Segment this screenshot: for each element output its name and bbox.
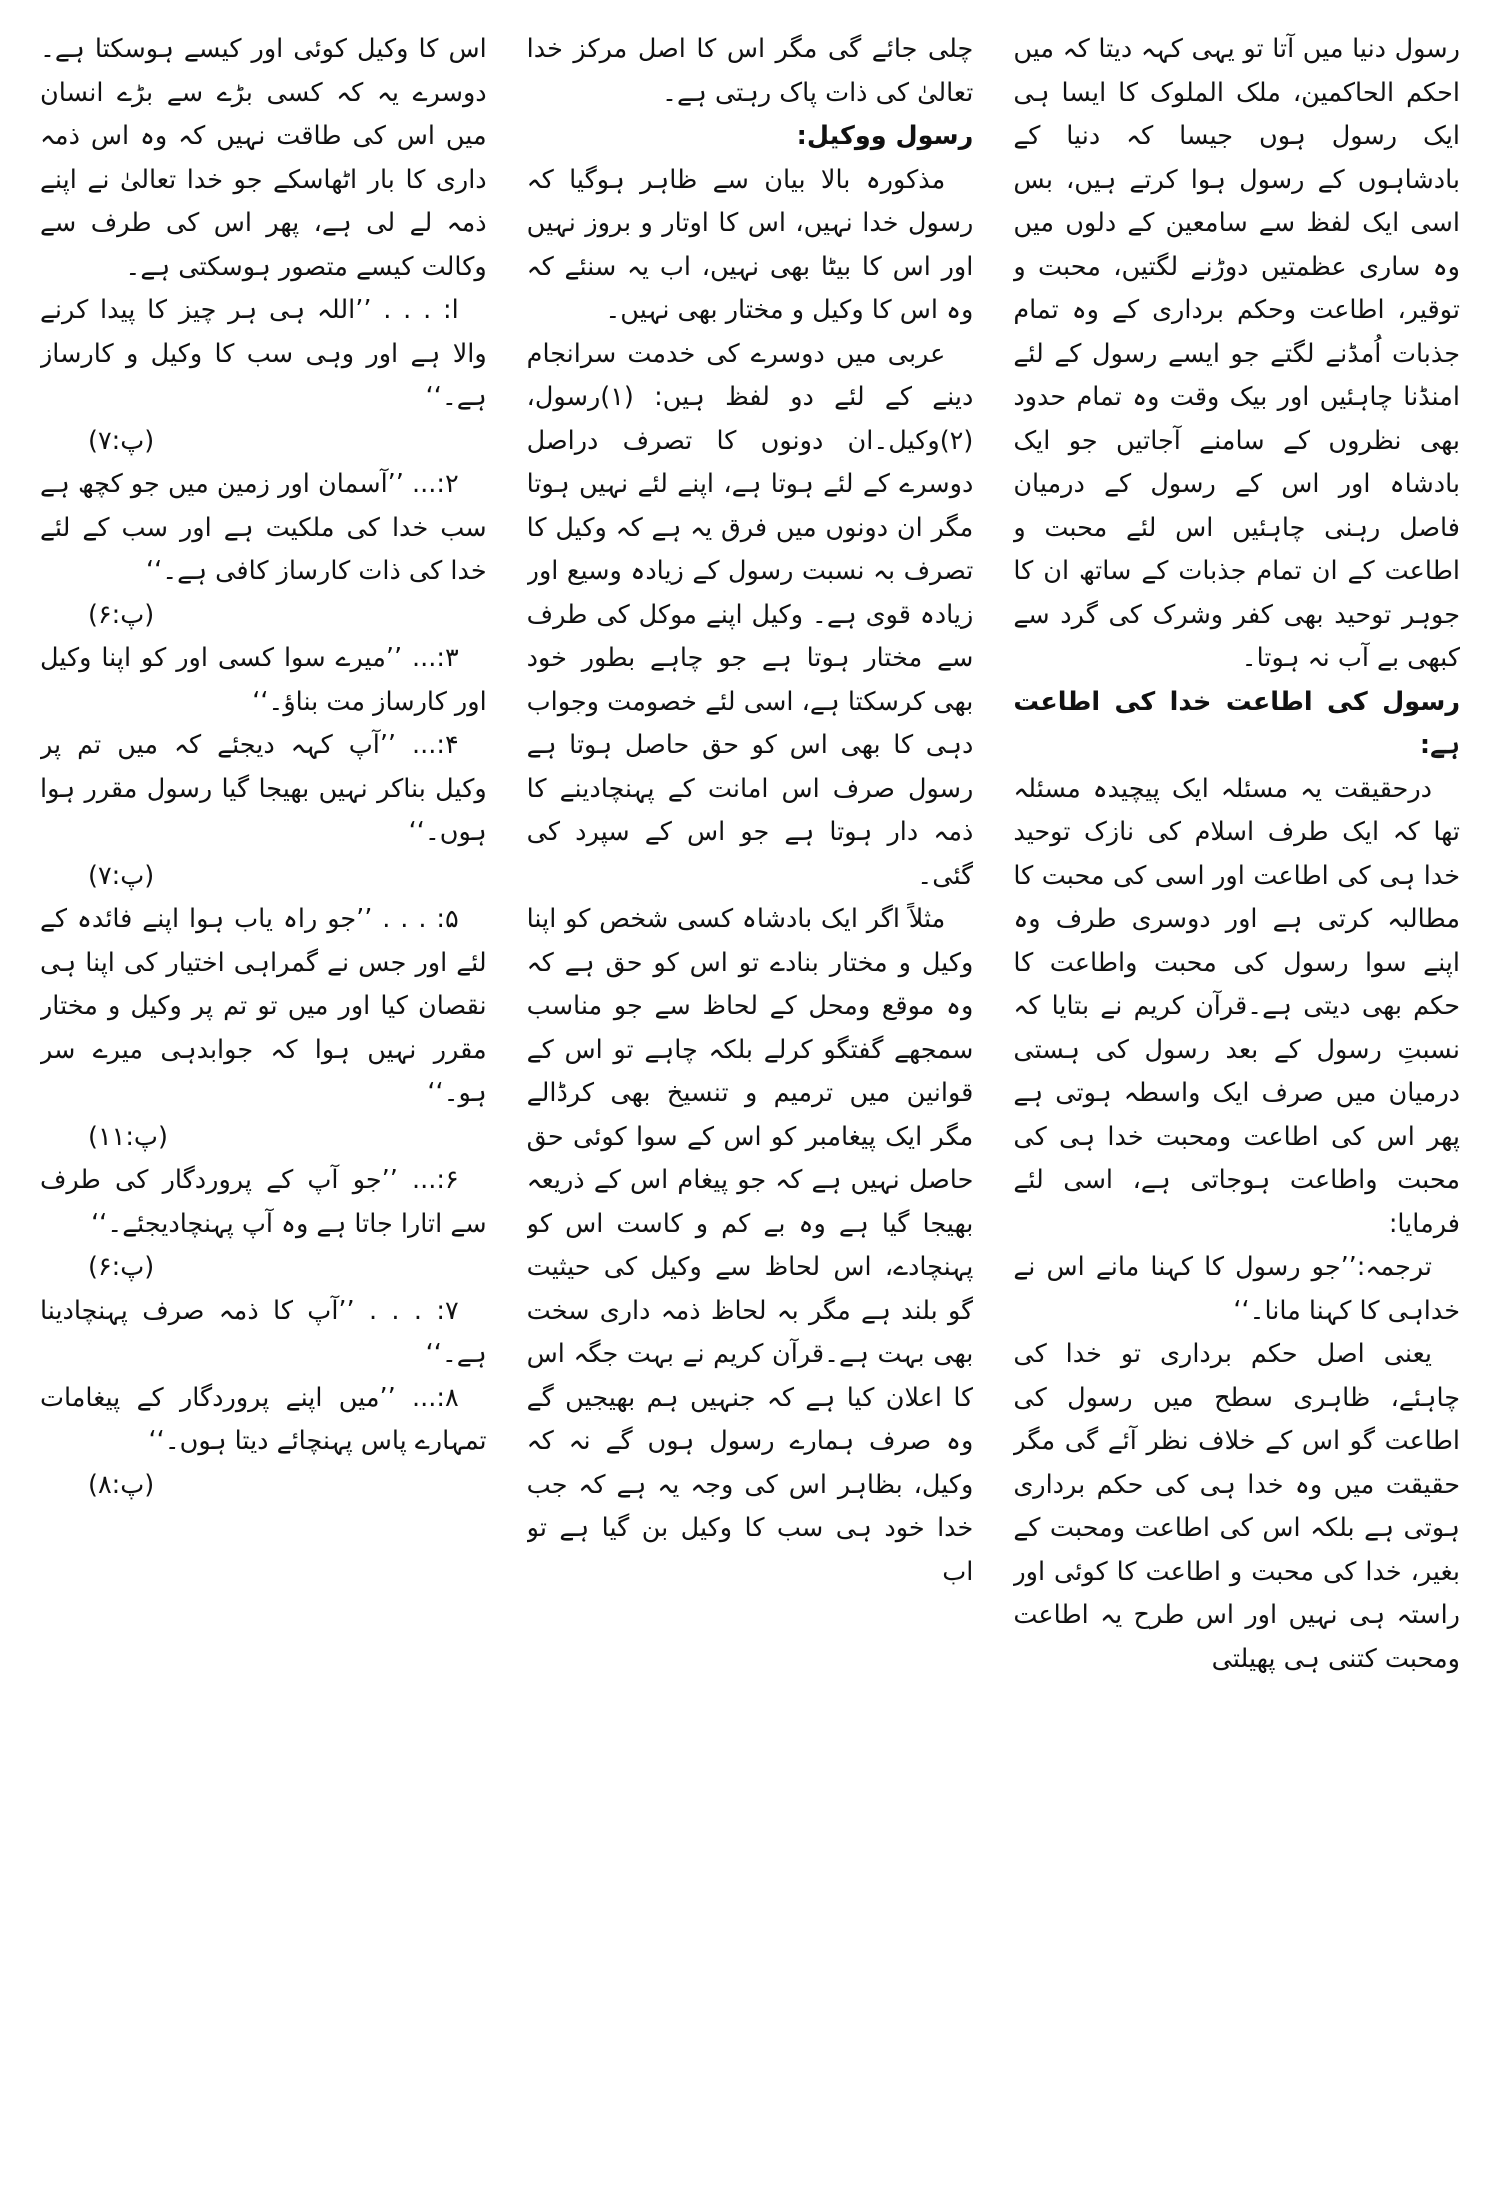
- paragraph: مثلاً اگر ایک بادشاہ کسی شخص کو اپنا وکیل و مختار بنادے تو اس کو حق ہے کہ وہ موقع ومحل کے لحاظ سے جو مناسب سمجھے گفتگو کرلے بلکہ چاہے تو اس کے قوانین میں ترمیم و تنسیخ بھی کرڈالے مگر ایک پیغامبر کو اس کے سوا کوئی حق حاصل نہیں ہے کہ جو پیغام اس کے ذریعہ بھیجا گیا ہے وہ بے کم و کاست اس کو پہنچادے، اس لحاظ سے وکیل کی حیثیت گو بلند ہے مگر بہ لحاظ ذمہ داری سخت بھی بہت ہے۔قرآن کریم نے بہت جگہ اس کا اعلان کیا ہے کہ جنہیں ہم بھیجیں گے وہ صرف ہمارے رسول ہوں گے نہ کہ وکیل، بظاہر اس کی وجہ یہ ہے کہ جب خدا خود ہی سب کا وکیل بن گیا ہے تو اب: [526, 904, 974, 1587]
- verse-text: ا: . . . ’’اللہ ہی ہر چیز کا پیدا کرنے والا ہے اور وہی سب کا وکیل و کارساز ہے۔‘‘: [39, 295, 487, 412]
- quran-verse-item: [40, 463, 487, 637]
- section-heading: رسول کی اطاعت خدا کی اطاعت ہے:: [1013, 686, 1460, 760]
- quran-verse-item: [40, 724, 487, 898]
- paragraph: رسول دنیا میں آتا تو یہی کہہ دیتا کہ میں احکم الحاکمین، ملک الملوک کا ایسا ہی ایک رسول ہوں جیسا کہ دنیا کے بادشاہوں کے رسول ہوا کرتے ہیں، بس اسی ایک لفظ سے سامعین کے دلوں میں وہ ساری عظمتیں دوڑنے لگتیں، محبت و توقیر، اطاعت وحکم برداری کے وہ تمام جذبات اُمڈنے لگتے جو ایسے رسول کے لئے امنڈنا چاہئیں اور بیک وقت وہ تمام حدود بھی نظروں کے سامنے آجاتیں جو ایک بادشاہ اور اس کے رسول کے درمیان فاصل رہنی چاہئیں اس لئے محبت و اطاعت کے ان تمام جذبات کے ساتھ ان کا جوہر توحید بھی کفر وشرک کی گرد سے کبھی بے آب نہ ہوتا۔: [1013, 34, 1460, 673]
- paragraph: چلی جائے گی مگر اس کا اصل مرکز خدا تعالیٰ کی ذات پاک رہتی ہے۔: [526, 34, 974, 108]
- paragraph: یعنی اصل حکم برداری تو خدا کی چاہئے، ظاہری سطح میں رسول کی اطاعت گو اس کے خلاف نظر آئے گی مگر حقیقت میں وہ خدا ہی کی حکم برداری ہوتی ہے بلکہ اس کی اطاعت ومحبت کے بغیر، خدا کی محبت و اطاعت کا کوئی اور راستہ ہی نہیں اور اس طرح یہ اطاعت ومحبت کتنی ہی پھیلتی: [1013, 1339, 1460, 1674]
- verse-reference: (پ:۷): [87, 860, 155, 891]
- verse-text: ۴:... ’’آپ کہہ دیجئے کہ میں تم پر وکیل بناکر نہیں بھیجا گیا رسول مقرر ہوا ہوں۔‘‘: [39, 730, 487, 847]
- paragraph: عربی میں دوسرے کی خدمت سرانجام دینے کے لئے دو لفظ ہیں: (۱)رسول، (۲)وکیل۔ان دونوں کا تصرف دراصل دوسرے کے لئے ہوتا ہے، اپنے لئے نہیں ہوتا مگر ان دونوں میں فرق یہ ہے کہ وکیل کا تصرف بہ نسبت رسول کے زیادہ وسیع اور زیادہ قوی ہے۔ وکیل اپنے موکل کی طرف سے مختار ہوتا ہے جو چاہے بطور خود بھی کرسکتا ہے، اسی لئے خصومت وجواب دہی کا بھی اس کو حق حاصل ہوتا ہے رسول صرف اس امانت کے پہنچادینے کا ذمہ دار ہوتا ہے جو اس کے سپرد کی گئی۔: [526, 338, 974, 891]
- quran-verse-item: [40, 898, 487, 1159]
- quran-verse-item: [40, 289, 487, 463]
- paragraph: مذکورہ بالا بیان سے ظاہر ہوگیا کہ رسول خدا نہیں، اس کا اوتار و بروز نہیں اور اس کا بیٹا بھی نہیں، اب یہ سنئے کہ وہ اس کا وکیل و مختار بھی نہیں۔: [526, 164, 974, 325]
- verse-reference: (پ:۷): [87, 425, 155, 456]
- quran-verse-item: [40, 637, 487, 724]
- verse-text: ۸:... ’’میں اپنے پروردگار کے پیغامات تمہارے پاس پہنچائے دیتا ہوں۔‘‘: [39, 1382, 487, 1456]
- page-columns: [40, 28, 1460, 2178]
- section-heading: رسول ووکیل:: [796, 121, 974, 151]
- verse-reference: (پ:۱۱): [87, 1121, 168, 1152]
- column-left: [40, 28, 487, 2178]
- verse-text: ۷: . . . ’’آپ کا ذمہ صرف پہنچادینا ہے۔‘‘: [39, 1295, 487, 1369]
- verse-reference: (پ:۸): [87, 1469, 155, 1500]
- paragraph: اس کا وکیل کوئی اور کیسے ہوسکتا ہے۔ دوسرے یہ کہ کسی بڑے سے بڑے انسان میں اس کی طاقت نہیں کہ وہ اس ذمہ داری کا بار اٹھاسکے جو خدا تعالیٰ نے اپنے ذمہ لے لی ہے، پھر اس کی طرف سے وکالت کیسے متصور ہوسکتی ہے۔: [39, 34, 487, 282]
- verse-text: ۵: . . . ’’جو راہ یاب ہوا اپنے فائدہ کے لئے اور جس نے گمراہی اختیار کی اپنا ہی نقصان کیا اور میں تو تم پر وکیل و مختار مقرر نہیں ہوا کہ جوابدہی میرے سر ہو۔‘‘: [39, 904, 487, 1108]
- quran-verse-item: [40, 1290, 487, 1377]
- verse-text: ۶:... ’’جو آپ کے پروردگار کی طرف سے اتارا جاتا ہے وہ آپ پہنچادیجئے۔‘‘: [39, 1165, 487, 1239]
- column-middle: [527, 28, 974, 2178]
- column-right: [1013, 28, 1460, 2178]
- verse-text: ۳:... ’’میرے سوا کسی اور کو اپنا وکیل اور کارساز مت بناؤ۔‘‘: [39, 643, 487, 717]
- verse-reference: (پ:۶): [87, 599, 155, 630]
- translation-quote: ترجمہ:’’جو رسول کا کہنا مانے اس نے خداہی کا کہنا مانا۔‘‘: [1013, 1252, 1460, 1326]
- verse-reference: (پ:۶): [87, 1252, 155, 1282]
- paragraph: درحقیقت یہ مسئلہ ایک پیچیدہ مسئلہ تھا کہ ایک طرف اسلام کی نازک توحید خدا ہی کی اطاعت اور اسی کی محبت کا مطالبہ کرتی ہے اور دوسری طرف وہ اپنے سوا رسول کی محبت واطاعت کا حکم بھی دیتی ہے۔قرآن کریم نے بتایا کہ نسبتِ رسول کے بعد رسول کی ہستی درمیان میں صرف ایک واسطہ ہوتی ہے پھر اس کی اطاعت ومحبت خدا ہی کی محبت واطاعت ہوجاتی ہے، اسی لئے فرمایا:: [1013, 773, 1460, 1239]
- quran-verse-item: [40, 1159, 487, 1290]
- verse-text: ۲:... ’’آسمان اور زمین میں جو کچھ ہے سب خدا کی ملکیت ہے اور سب کے لئے خدا کی ذات کارساز کافی ہے۔‘‘: [39, 469, 487, 586]
- quran-verse-item: [40, 1377, 487, 1508]
